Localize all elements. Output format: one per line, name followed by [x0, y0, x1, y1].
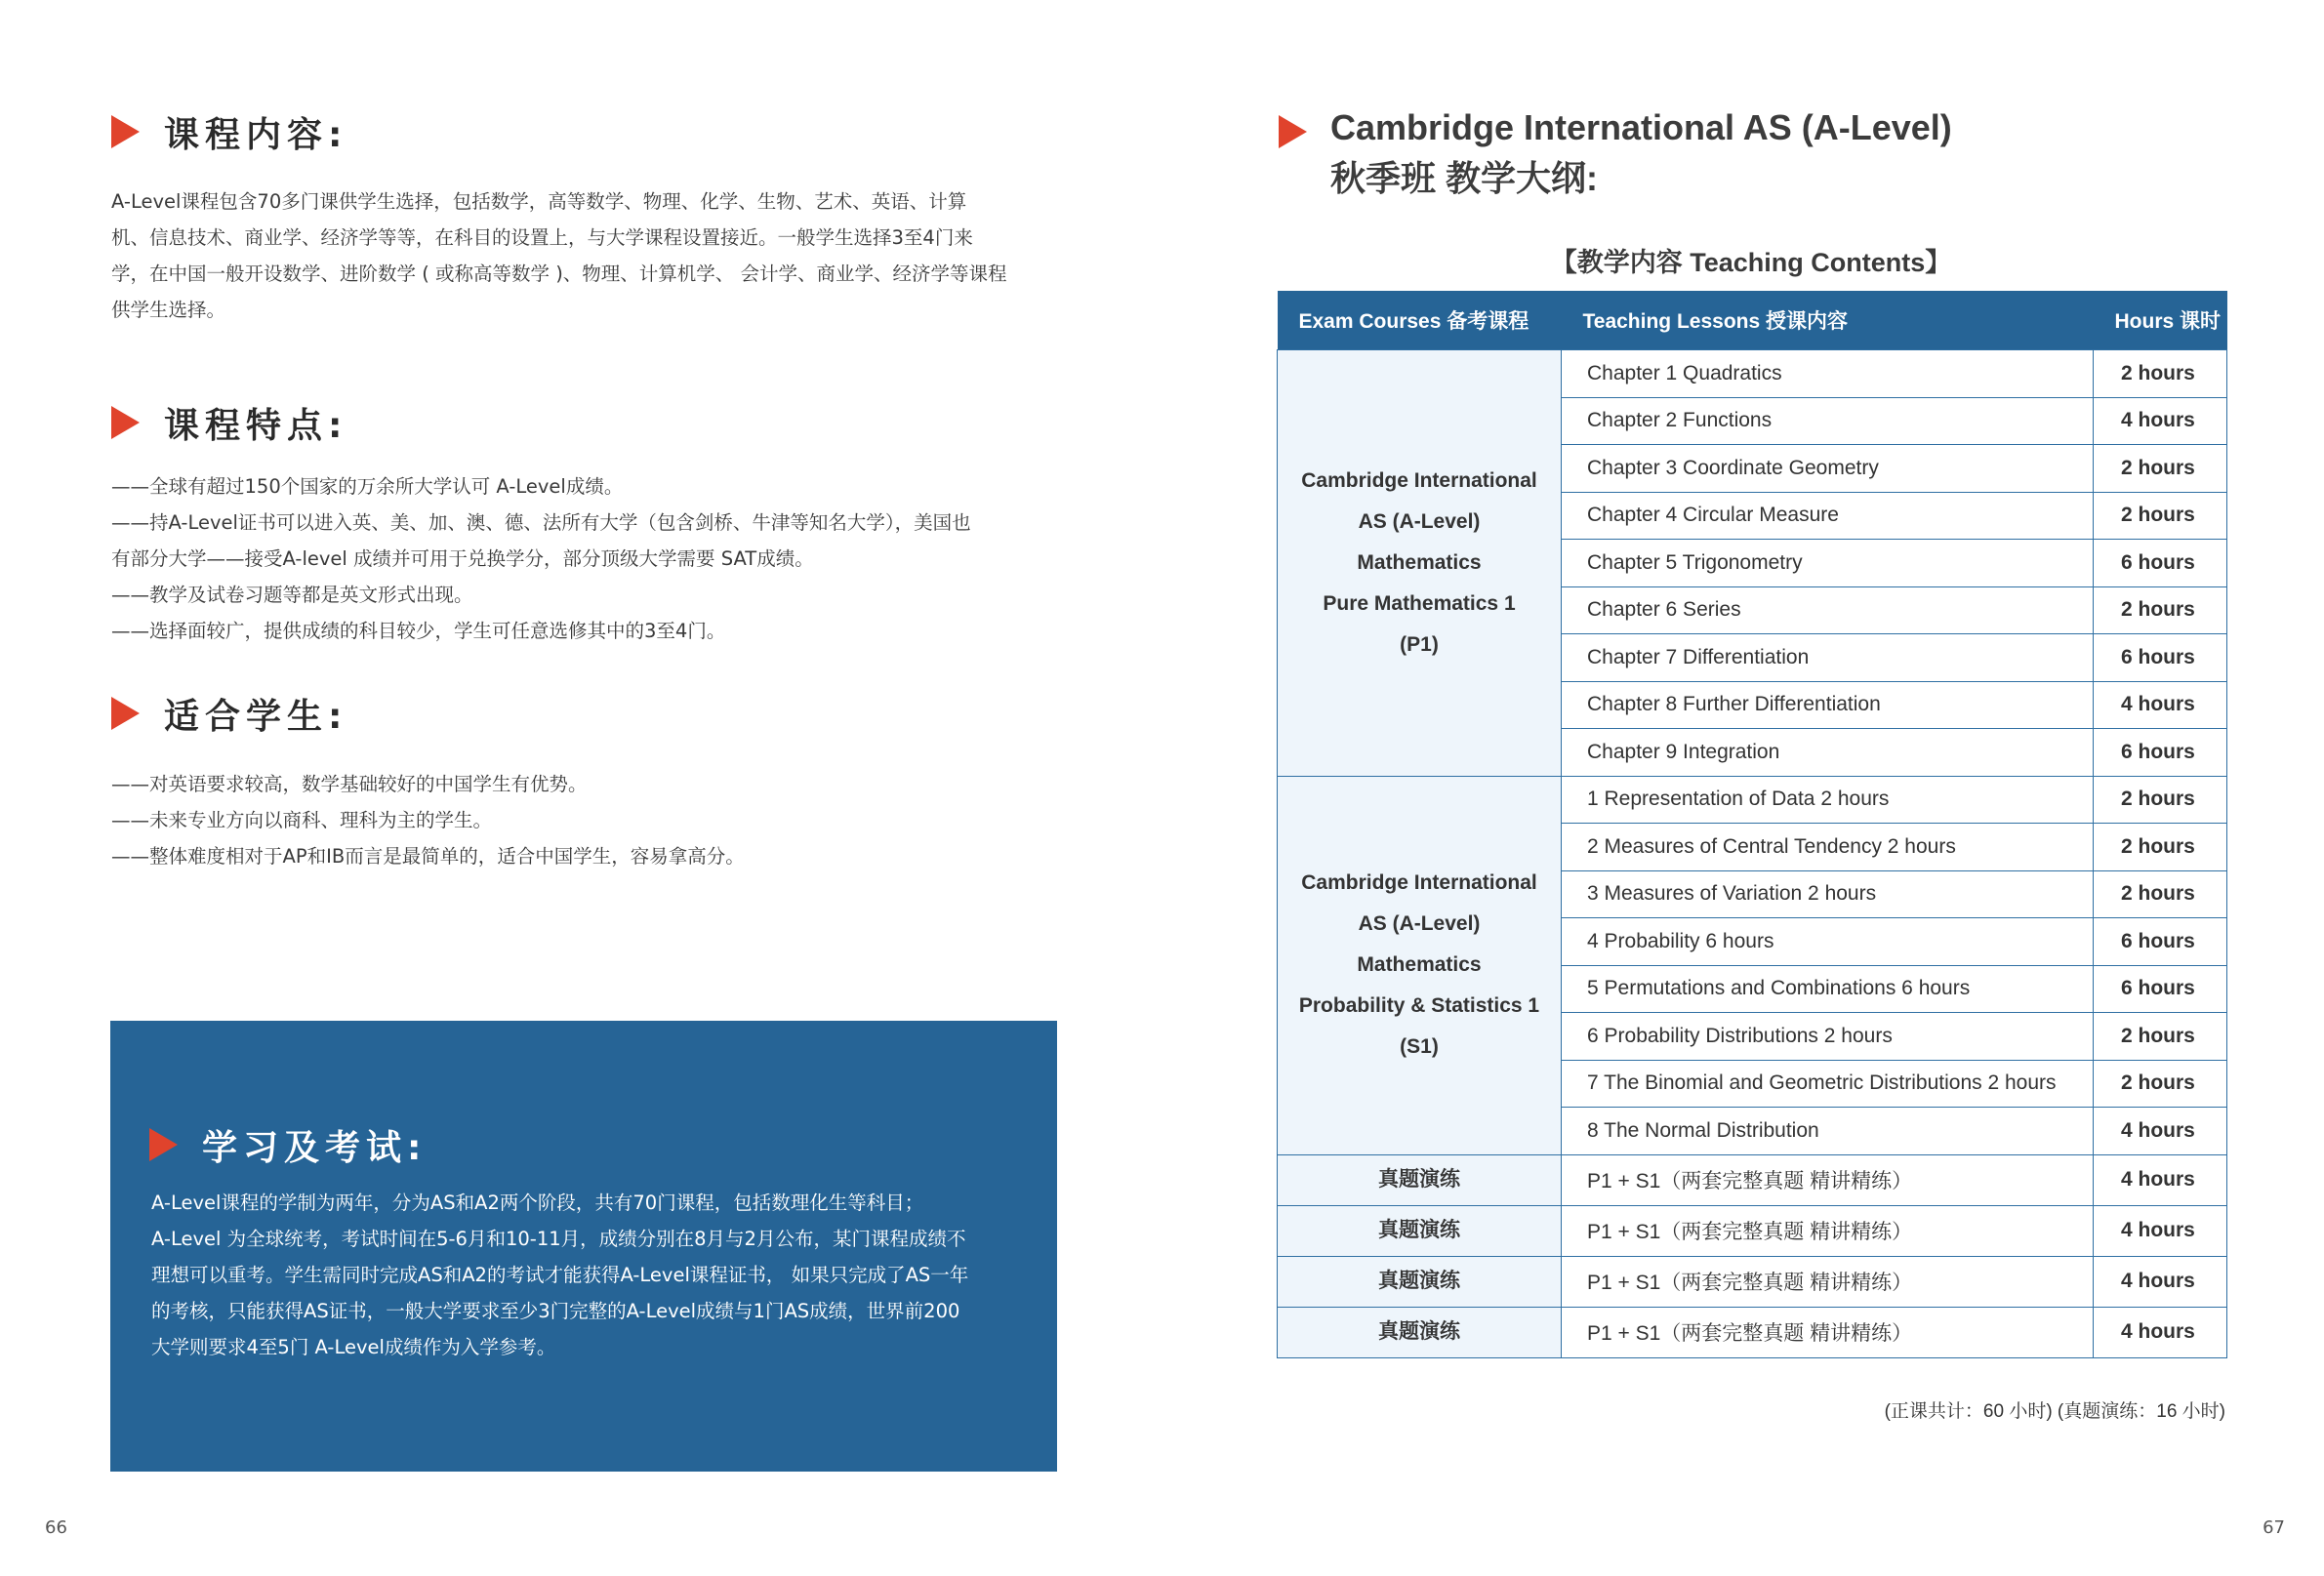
table-header-row: [1278, 291, 2227, 350]
hours-cell: 4 hours: [2094, 397, 2227, 445]
course-cell-exam: 真题演练: [1278, 1205, 1562, 1256]
section-title-suitable-students: 适合学生:: [164, 697, 348, 737]
table-row: [1278, 350, 2227, 398]
study-exam-text: [151, 1185, 968, 1365]
section-marker-icon: [111, 697, 140, 730]
course-cell-p1: [1278, 350, 1562, 777]
paragraph-line: 大学则要求4至5门 A-Level成绩作为入学参考。: [151, 1336, 556, 1358]
hours-cell: 6 hours: [2094, 729, 2227, 777]
paragraph-line: 的考核，只能获得AS证书，一般大学要求至少3门完整的A-Level成绩与1门AS成绩，世界前200: [151, 1300, 960, 1322]
lesson-cell: 5 Permutations and Combinations 6 hours: [1562, 965, 2094, 1013]
lesson-cell: Chapter 6 Series: [1562, 586, 2094, 634]
hours-cell: 6 hours: [2094, 540, 2227, 587]
hours-cell: 2 hours: [2094, 1060, 2227, 1108]
syllabus-title: Cambridge International AS (A-Level): [1330, 107, 1952, 147]
course-line: Cambridge International: [1301, 468, 1537, 492]
lesson-cell: Chapter 7 Differentiation: [1562, 634, 2094, 682]
hours-cell: 2 hours: [2094, 492, 2227, 540]
course-cell-exam: 真题演练: [1278, 1307, 1562, 1357]
paragraph-line: ——整体难度相对于AP和IB而言是最简单的，适合中国学生，容易拿高分。: [111, 845, 745, 868]
section-title-course-features: 课程特点:: [164, 406, 348, 446]
course-line: Mathematics: [1357, 953, 1482, 976]
lesson-cell: Chapter 9 Integration: [1562, 729, 2094, 777]
table-row: [1278, 1205, 2227, 1256]
paragraph-line: ——教学及试卷习题等都是英文形式出现。: [111, 584, 473, 606]
section-marker-icon: [1279, 115, 1307, 148]
hours-cell: 6 hours: [2094, 965, 2227, 1013]
syllabus-table: [1277, 291, 2227, 1358]
course-line: AS (A-Level): [1358, 912, 1481, 935]
lesson-cell: Chapter 2 Functions: [1562, 397, 2094, 445]
study-exam-box: [110, 1021, 1057, 1472]
section-title-course-content: 课程内容:: [164, 115, 348, 155]
table-row: [1278, 776, 2227, 824]
course-line: Mathematics: [1357, 550, 1482, 574]
header-exam-courses: Exam Courses 备考课程: [1278, 291, 1562, 350]
hours-cell: 4 hours: [2094, 1256, 2227, 1307]
paragraph-line: 学，在中国一般开设数学、进阶数学 ( 或称高等数学 )、物理、计算机学、 会计学、商业学、经济学等课程: [111, 263, 1007, 285]
syllabus-subtitle: 秋季班 教学大纲:: [1330, 158, 1598, 198]
course-features-text: [111, 468, 971, 649]
hours-cell: 4 hours: [2094, 1307, 2227, 1357]
paragraph-line: ——选择面较广，提供成绩的科目较少，学生可任意选修其中的3至4门。: [111, 620, 726, 642]
hours-cell: 2 hours: [2094, 350, 2227, 398]
hours-cell: 4 hours: [2094, 1205, 2227, 1256]
lesson-cell: 6 Probability Distributions 2 hours: [1562, 1013, 2094, 1061]
hours-cell: 2 hours: [2094, 586, 2227, 634]
page-number-left: 66: [45, 1517, 67, 1538]
lesson-cell: 3 Measures of Variation 2 hours: [1562, 870, 2094, 918]
hours-cell: 2 hours: [2094, 776, 2227, 824]
course-line: (S1): [1400, 1035, 1439, 1058]
paragraph-line: A-Level课程的学制为两年，分为AS和A2两个阶段，共有70门课程，包括数理化生等科目；: [151, 1192, 924, 1214]
hours-cell: 2 hours: [2094, 445, 2227, 493]
course-line: Pure Mathematics 1: [1323, 591, 1516, 615]
table-row: [1278, 1256, 2227, 1307]
paragraph-line: 供学生选择。: [111, 299, 226, 321]
lesson-cell: 1 Representation of Data 2 hours: [1562, 776, 2094, 824]
lesson-cell: P1 + S1（两套完整真题 精讲精练）: [1562, 1256, 2094, 1307]
paragraph-line: A-Level 为全球统考，考试时间在5-6月和10-11月，成绩分别在8月与2月公布，某门课程成绩不: [151, 1228, 966, 1250]
hours-cell: 6 hours: [2094, 634, 2227, 682]
lesson-cell: 7 The Binomial and Geometric Distributions 2 hours: [1562, 1060, 2094, 1108]
lesson-cell: Chapter 1 Quadratics: [1562, 350, 2094, 398]
lesson-cell: P1 + S1（两套完整真题 精讲精练）: [1562, 1307, 2094, 1357]
lesson-cell: 4 Probability 6 hours: [1562, 918, 2094, 966]
suitable-students-text: [111, 766, 745, 874]
course-line: (P1): [1400, 632, 1439, 656]
hours-cell: 2 hours: [2094, 824, 2227, 871]
table-caption: 【教学内容 Teaching Contents】: [1550, 248, 1952, 277]
section-marker-icon: [111, 115, 140, 148]
course-cell-exam: 真题演练: [1278, 1154, 1562, 1205]
page-number-right: 67: [2263, 1517, 2285, 1538]
hours-cell: 6 hours: [2094, 918, 2227, 966]
lesson-cell: Chapter 4 Circular Measure: [1562, 492, 2094, 540]
lesson-cell: Chapter 5 Trigonometry: [1562, 540, 2094, 587]
total-hours-note: (正课共计：60 小时) (真题演练：16 小时): [1884, 1401, 2225, 1422]
table-row: [1278, 1307, 2227, 1357]
course-line: AS (A-Level): [1358, 509, 1481, 533]
lesson-cell: P1 + S1（两套完整真题 精讲精练）: [1562, 1205, 2094, 1256]
course-cell-exam: 真题演练: [1278, 1256, 1562, 1307]
paragraph-line: 机、信息技术、商业学、经济学等等，在科目的设置上，与大学课程设置接近。一般学生选择3至4门来: [111, 226, 973, 249]
header-teaching-lessons: Teaching Lessons 授课内容: [1562, 291, 2094, 350]
section-marker-icon: [149, 1128, 178, 1161]
lesson-cell: P1 + S1（两套完整真题 精讲精练）: [1562, 1154, 2094, 1205]
course-cell-s1: [1278, 776, 1562, 1154]
paragraph-line: 有部分大学——接受A-level 成绩并可用于兑换学分，部分顶级大学需要 SAT成绩。: [111, 547, 814, 570]
hours-cell: 4 hours: [2094, 681, 2227, 729]
header-hours: Hours 课时: [2094, 291, 2227, 350]
paragraph-line: ——未来专业方向以商科、理科为主的学生。: [111, 809, 493, 831]
section-title-study-exam: 学习及考试:: [202, 1128, 428, 1168]
lesson-cell: Chapter 8 Further Differentiation: [1562, 681, 2094, 729]
paragraph-line: ——对英语要求较高，数学基础较好的中国学生有优势。: [111, 773, 588, 795]
paragraph-line: A-Level课程包含70多门课供学生选择，包括数学，高等数学、物理、化学、生物、艺术、英语、计算: [111, 190, 967, 213]
hours-cell: 4 hours: [2094, 1154, 2227, 1205]
course-line: Cambridge International: [1301, 871, 1537, 894]
hours-cell: 4 hours: [2094, 1108, 2227, 1155]
hours-cell: 2 hours: [2094, 1013, 2227, 1061]
table-row: [1278, 1154, 2227, 1205]
paragraph-line: ——持A-Level证书可以进入英、美、加、澳、德、法所有大学（包含剑桥、牛津等知名大学），美国也: [111, 511, 971, 534]
hours-cell: 2 hours: [2094, 870, 2227, 918]
course-content-text: [111, 183, 1007, 328]
section-marker-icon: [111, 406, 140, 439]
paragraph-line: ——全球有超过150个国家的万余所大学认可 A-Level成绩。: [111, 475, 624, 498]
course-line: Probability & Statistics 1: [1298, 994, 1540, 1017]
lesson-cell: Chapter 3 Coordinate Geometry: [1562, 445, 2094, 493]
paragraph-line: 理想可以重考。学生需同时完成AS和A2的考试才能获得A-Level课程证书， 如果只完成了AS一年: [151, 1264, 969, 1286]
lesson-cell: 8 The Normal Distribution: [1562, 1108, 2094, 1155]
lesson-cell: 2 Measures of Central Tendency 2 hours: [1562, 824, 2094, 871]
